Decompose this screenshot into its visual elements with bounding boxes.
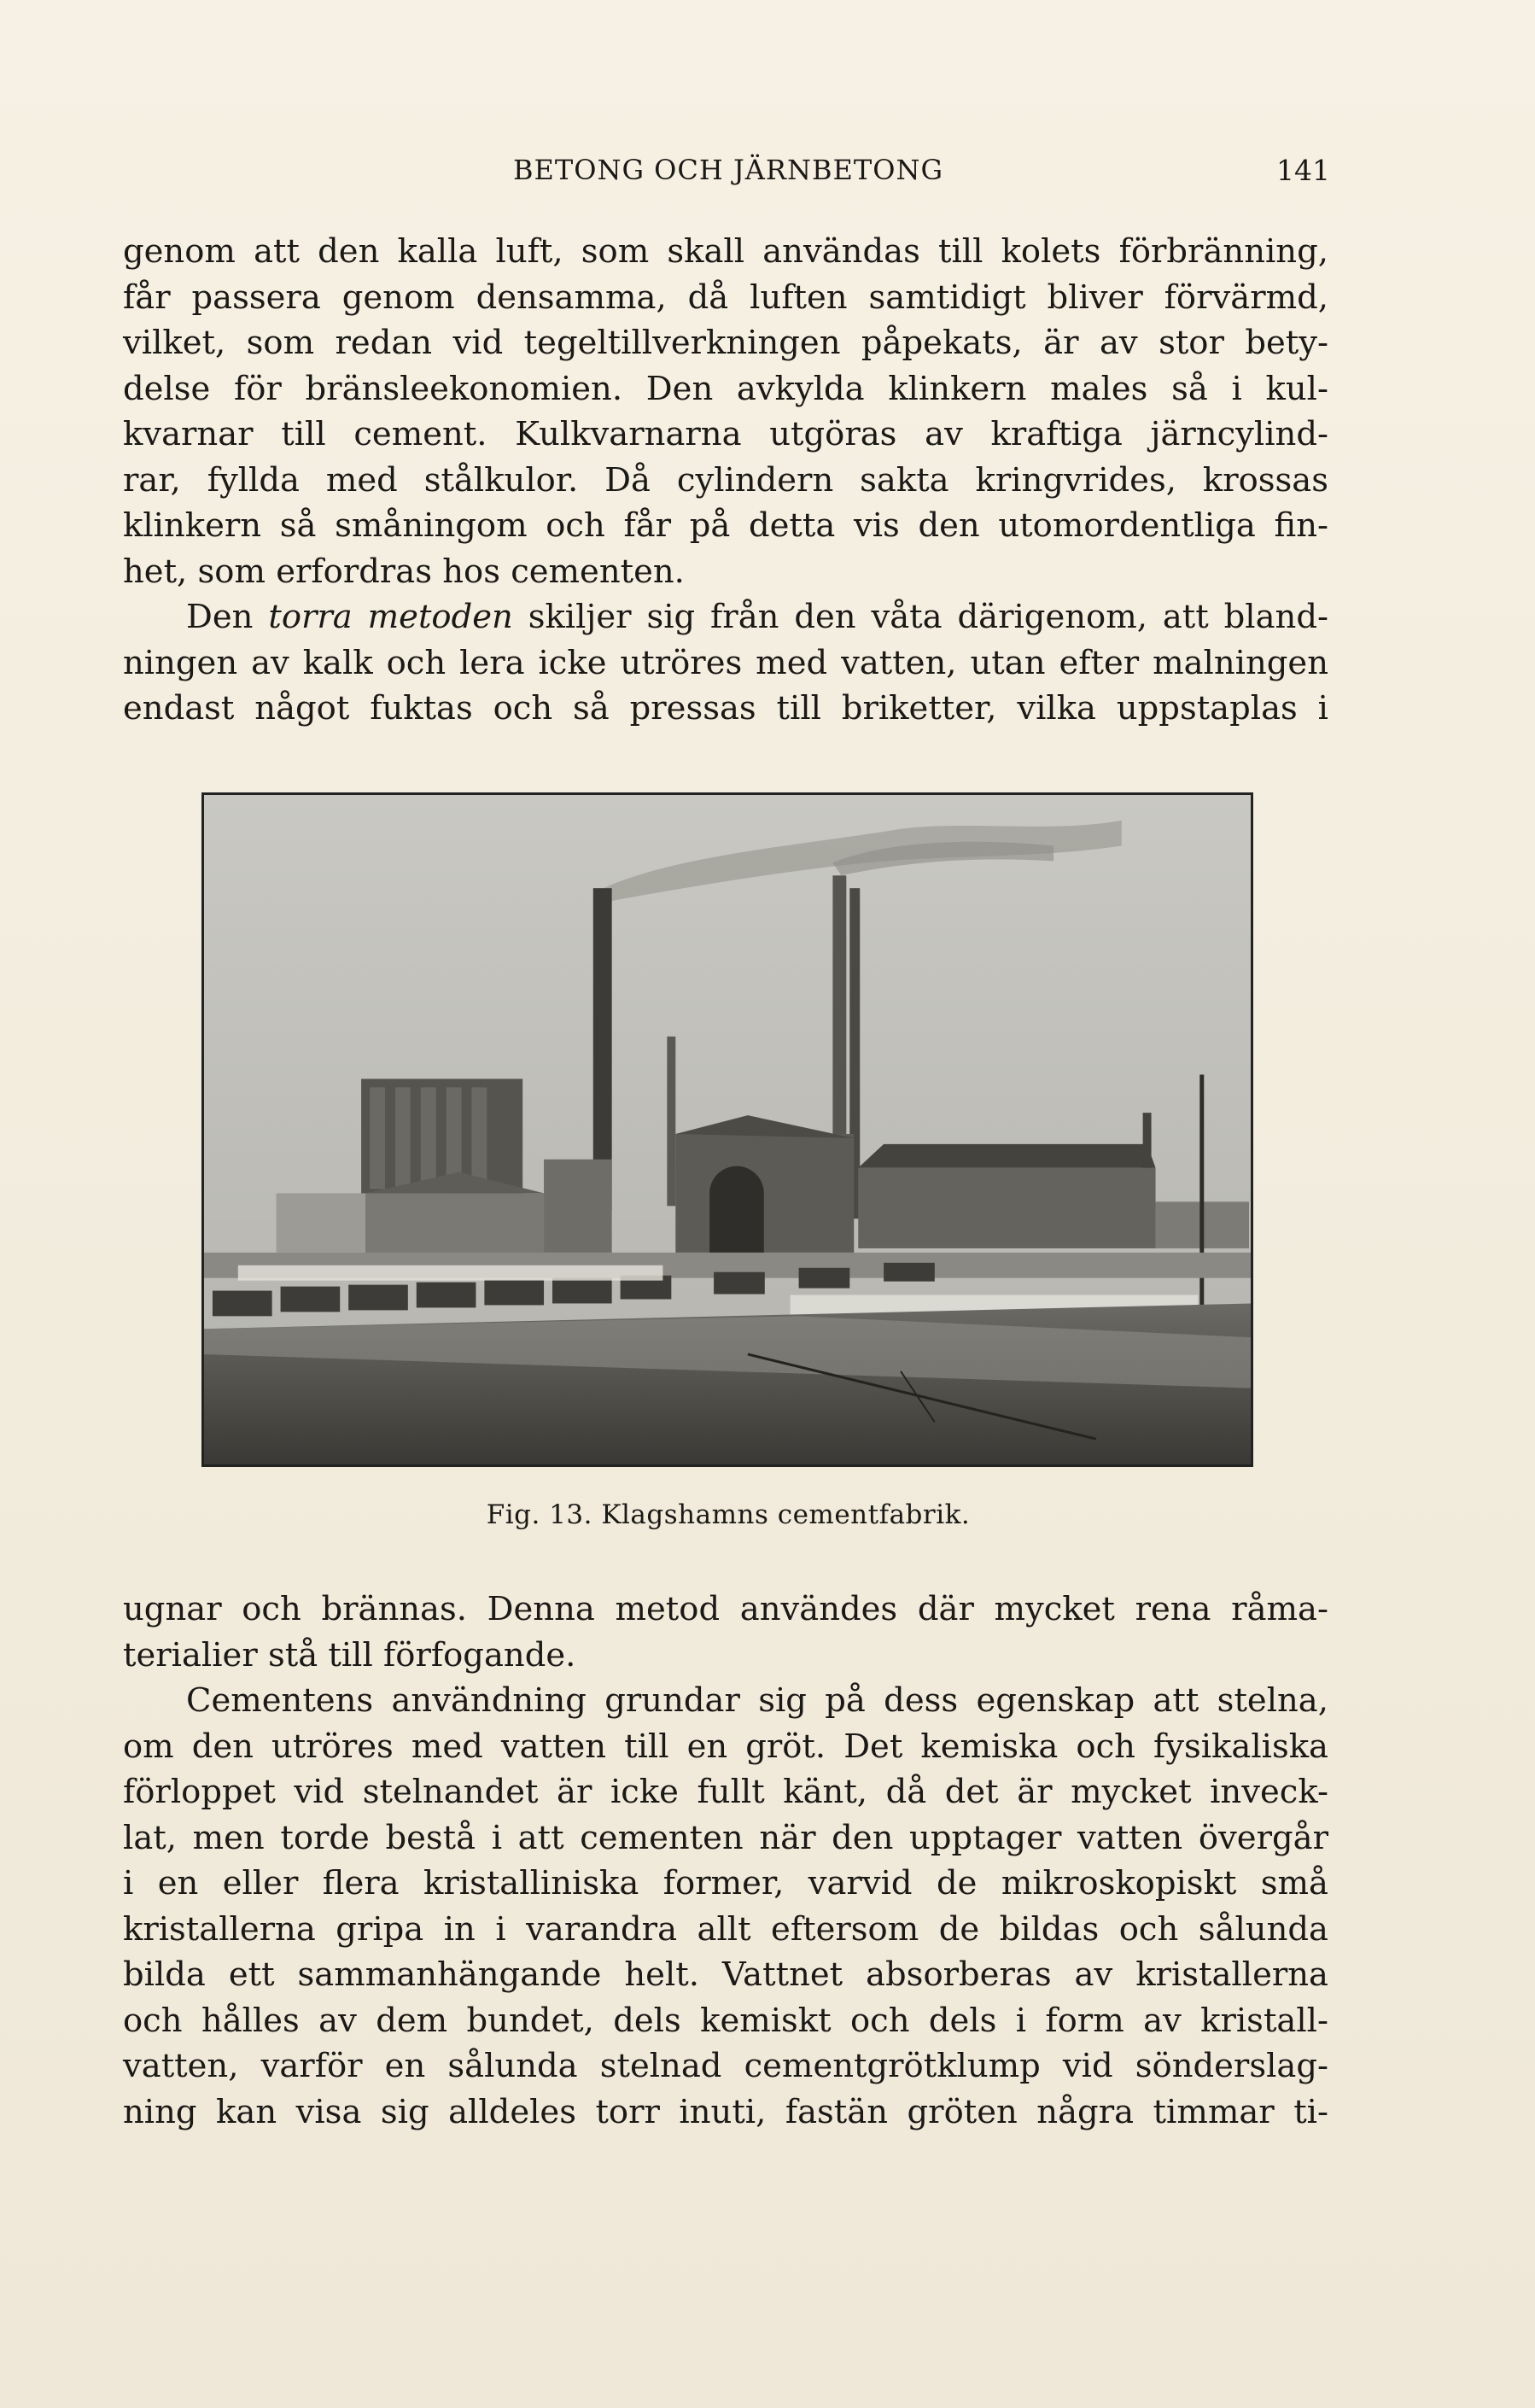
text-line: het, som erfordras hos cementen. bbox=[123, 552, 685, 591]
text-line: ning kan visa sig alldeles torr inuti, fastän gröten några timmar ti- bbox=[123, 2092, 1328, 2131]
text-line: rar, fyllda med stålkulor. Då cylindern sakta kringvrides, krossas bbox=[123, 460, 1328, 500]
text-line: om den utröres med vatten till en gröt. Det kemiska och fysikaliska bbox=[123, 1727, 1328, 1766]
factory-photo bbox=[201, 792, 1253, 1467]
text-line: genom att den kalla luft, som skall användas till kolets förbränning, bbox=[123, 232, 1328, 271]
text-line: får passera genom densamma, då luften samtidigt bliver förvärmd, bbox=[123, 278, 1328, 317]
text-run: Den bbox=[186, 598, 269, 636]
text-line: och hålles av dem bundet, dels kemiskt och dels i form av kristall- bbox=[123, 2001, 1328, 2040]
text-block-top bbox=[123, 229, 1328, 732]
cement-factory-illustration bbox=[204, 795, 1251, 1464]
text-line: terialier stå till förfogande. bbox=[123, 1635, 576, 1674]
running-title: BETONG OCH JÄRNBETONG bbox=[512, 154, 944, 186]
paragraph-start-line bbox=[123, 594, 1328, 640]
text-line: endast något fuktas och så pressas till briketter, vilka uppstaplas i bbox=[123, 689, 1328, 728]
paragraph-start-line: Cementens användning grundar sig på dess egenskap att stelna, bbox=[186, 1681, 1328, 1720]
text-line: vilket, som redan vid tegeltillverkningen påpekats, är av stor bety- bbox=[123, 324, 1328, 362]
text-line: vatten, varför en sålunda stelnad cementgrötklump vid sönderslag- bbox=[123, 2047, 1328, 2085]
text-line: klinkern så småningom och får på detta vis den utomordentliga fin- bbox=[123, 506, 1328, 545]
text-line: bilda ett sammanhängande helt. Vattnet absorberas av kristallerna bbox=[123, 1955, 1328, 1994]
text-run: skiljer sig från den våta därigenom, att bland- bbox=[512, 598, 1328, 636]
text-line: kvarnar till cement. Kulkvarnarna utgöras av kraftiga järncylind- bbox=[123, 415, 1328, 453]
page-number: 141 bbox=[1276, 154, 1330, 187]
text-line: förloppet vid stelnandet är icke fullt känt, då det är mycket inveck- bbox=[123, 1773, 1328, 1811]
figure-caption: Fig. 13. Klagshamns cementfabrik. bbox=[486, 1499, 971, 1530]
text-line: ningen av kalk och lera icke utröres med vatten, utan efter malningen bbox=[123, 643, 1328, 682]
text-line: i en eller flera kristalliniska former, varvid de mikroskopiskt små bbox=[123, 1864, 1328, 1902]
text-line: lat, men torde bestå i att cementen när den upptager vatten övergår bbox=[123, 1818, 1328, 1857]
running-head bbox=[126, 154, 1330, 196]
text-block-bottom bbox=[123, 1587, 1328, 2135]
italic-term: torra metoden bbox=[268, 598, 513, 636]
text-line: delse för bränsleekonomien. Den avkylda klinkern males så i kul- bbox=[123, 369, 1328, 408]
text-line: kristallerna gripa in i varandra allt eftersom de bildas och sålunda bbox=[123, 1909, 1328, 1949]
text-line: ugnar och brännas. Denna metod användes där mycket rena råma- bbox=[123, 1590, 1328, 1628]
